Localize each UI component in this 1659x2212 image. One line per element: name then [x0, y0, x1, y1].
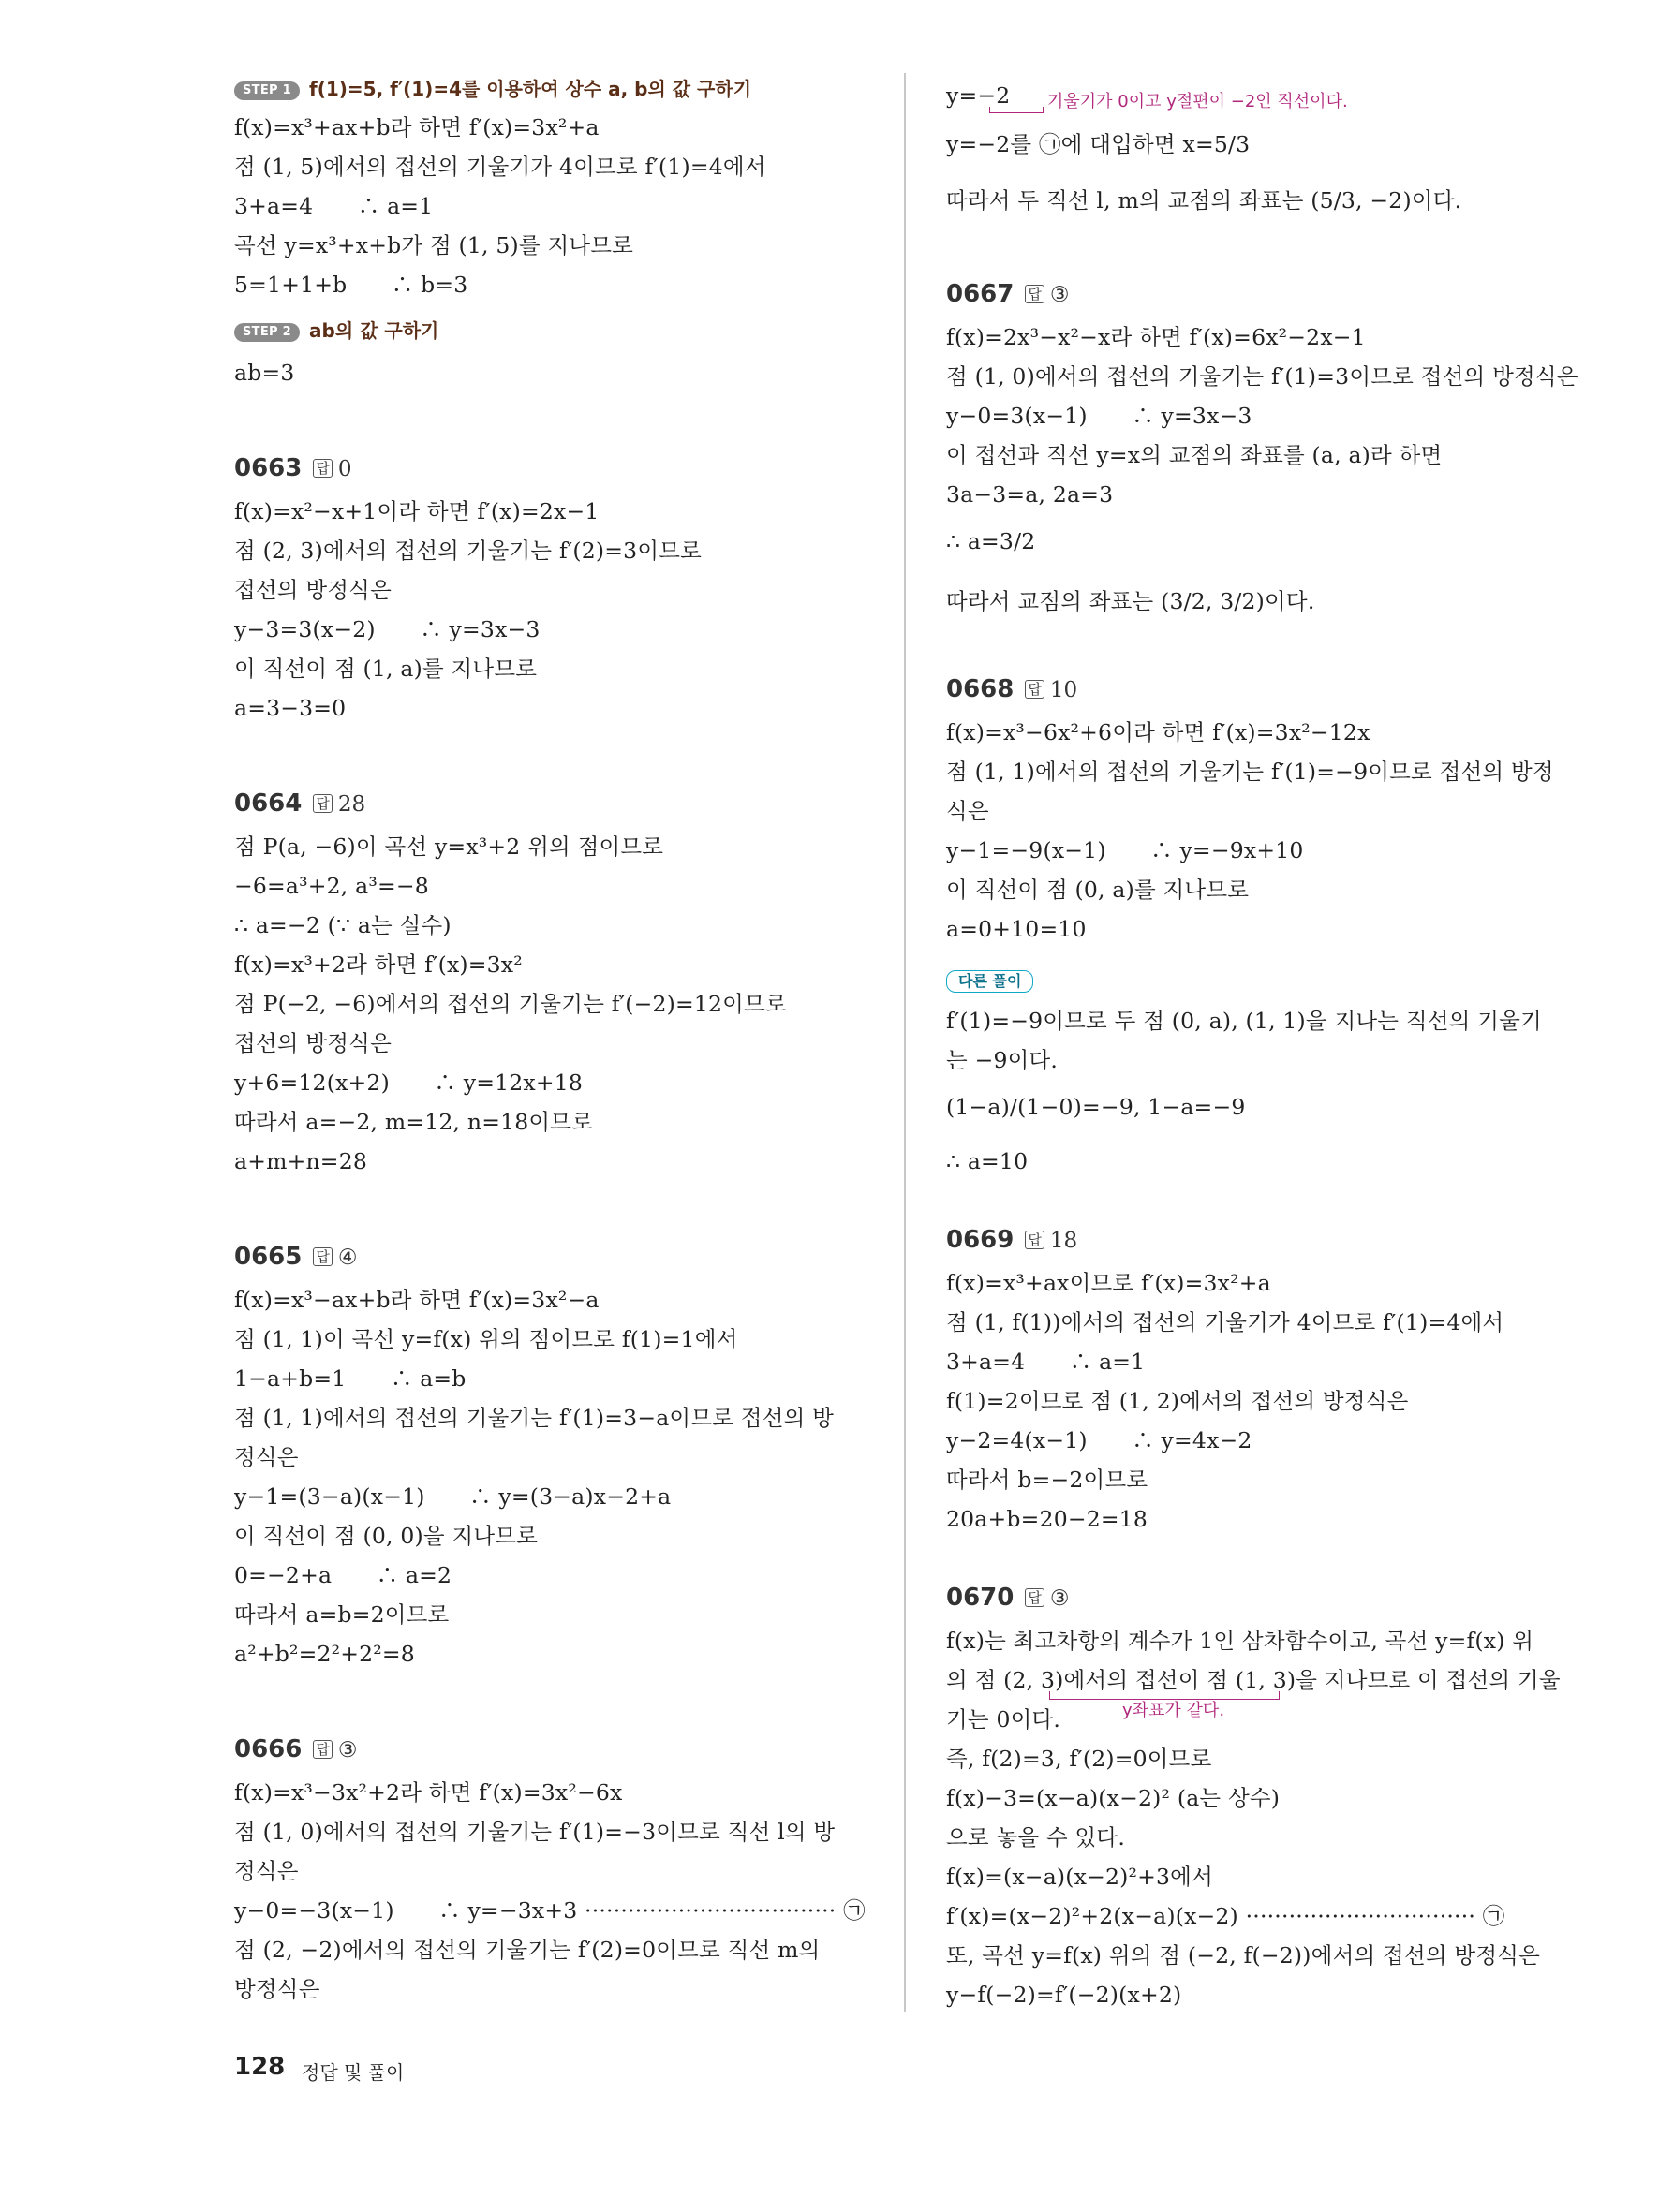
continued-line: 따라서 두 직선 l, m의 교점의 좌표는 (5/3, −2)이다.	[946, 187, 1462, 214]
solution-line: −6=a³+2, a³=−8	[234, 873, 429, 899]
answer-badge: 답	[1025, 1588, 1044, 1607]
step1-heading	[234, 75, 751, 103]
solution-line: ∴ a=3/2	[946, 528, 1036, 554]
problem-number: 0667	[946, 280, 1015, 308]
solution-line: 점 (1, 1)에서의 접선의 기울기는 f′(1)=−9이므로 접선의 방정	[946, 759, 1554, 785]
page-number: 128	[234, 2053, 286, 2081]
solution-line: 정식은	[234, 1444, 299, 1470]
solution-line: 0=−2+a ∴ a=2	[234, 1562, 452, 1588]
solution-line: 으로 놓을 수 있다.	[946, 1824, 1125, 1851]
solution-line: 점 (1, f(1))에서의 접선의 기울기가 4이므로 f′(1)=4에서	[946, 1309, 1504, 1335]
answer-value: 28	[337, 792, 366, 817]
problem-0669-heading	[946, 1223, 1077, 1257]
solution-line: a=0+10=10	[946, 916, 1087, 942]
step1-line: 점 (1, 5)에서의 접선의 기울기가 4이므로 f′(1)=4에서	[234, 154, 766, 180]
step1-line: f(x)=x³+ax+b라 하면 f′(x)=3x²+a	[234, 114, 600, 140]
solution-line: 즉, f(2)=3, f′(2)=0이므로	[946, 1746, 1212, 1772]
solution-line: 기는 0이다.	[946, 1706, 1061, 1733]
problem-0667-heading	[946, 277, 1070, 311]
solution-line: f(1)=2이므로 점 (1, 2)에서의 접선의 방정식은	[946, 1388, 1409, 1414]
answer-value: ③	[1049, 283, 1070, 307]
solution-line: 방정식은	[234, 1976, 320, 2002]
solution-line: 점 (2, 3)에서의 접선의 기울기는 f′(2)=3이므로	[234, 538, 703, 564]
problem-number: 0664	[234, 789, 303, 818]
step2-text: ab의 값 구하기	[309, 319, 439, 342]
solution-line: f(x)=x³−6x²+6이라 하면 f′(x)=3x²−12x	[946, 719, 1370, 745]
problem-0665-heading	[234, 1240, 358, 1274]
solution-line: 의 점 (2, 3)에서의 접선이 점 (1, 3)을 지나므로 이 접선의 기울	[946, 1667, 1561, 1693]
solution-line: f′(x)=(x−2)²+2(x−a)(x−2) ································ ㉠	[946, 1903, 1505, 1929]
solution-line: y−1=(3−a)(x−1) ∴ y=(3−a)x−2+a	[234, 1483, 672, 1510]
alt-solution-line: f′(1)=−9이므로 두 점 (0, a), (1, 1)을 지나는 직선의 기울기	[946, 1008, 1542, 1034]
answer-badge: 답	[1025, 285, 1044, 303]
solution-line: f(x)=(x−a)(x−2)²+3에서	[946, 1864, 1213, 1890]
answer-badge: 답	[313, 1740, 333, 1759]
answer-badge: 답	[313, 459, 333, 478]
solution-line: f(x)=x³+2라 하면 f′(x)=3x²	[234, 951, 523, 978]
step1-line: 5=1+1+b ∴ b=3	[234, 272, 468, 298]
answer-value: ③	[1049, 1586, 1070, 1611]
answer-value: ④	[337, 1246, 358, 1270]
solution-line: f(x)는 최고차항의 계수가 1인 삼차함수이고, 곡선 y=f(x) 위	[946, 1628, 1534, 1654]
problem-0670-heading	[946, 1581, 1070, 1615]
solution-line: y−2=4(x−1) ∴ y=4x−2	[946, 1427, 1252, 1453]
answer-value: 0	[337, 457, 352, 481]
answer-value: 18	[1049, 1229, 1078, 1253]
problem-number: 0670	[946, 1584, 1015, 1612]
problem-0668-heading	[946, 672, 1077, 706]
annotation-note: y좌표가 같다.	[1122, 1701, 1225, 1720]
solution-line: ∴ a=−2 (∵ a는 실수)	[234, 912, 452, 938]
solution-line: y−0=−3(x−1) ∴ y=−3x+3 ··································· ㉠	[234, 1897, 866, 1924]
answer-badge: 답	[1025, 680, 1044, 699]
answer-badge: 답	[313, 794, 333, 813]
problem-0666-heading	[234, 1733, 358, 1766]
problem-number: 0666	[234, 1735, 303, 1763]
solution-line: 3a−3=a, 2a=3	[946, 481, 1114, 508]
solution-line: f(x)=x³−3x²+2라 하면 f′(x)=3x²−6x	[234, 1779, 623, 1806]
step1-text: f(1)=5, f′(1)=4를 이용하여 상수 a, b의 값 구하기	[309, 78, 752, 100]
problem-0663-heading	[234, 451, 352, 485]
solution-line: 점 (1, 1)에서의 접선의 기울기는 f′(1)=3−a이므로 접선의 방	[234, 1405, 835, 1431]
solution-line: 정식은	[234, 1858, 299, 1884]
solution-line: 점 (2, −2)에서의 접선의 기울기는 f′(2)=0이므로 직선 m의	[234, 1937, 821, 1963]
solution-line: 접선의 방정식은	[234, 1030, 392, 1056]
continued-line: y=−2	[946, 82, 1011, 109]
step1-line: 곡선 y=x³+x+b가 점 (1, 5)를 지나므로	[234, 232, 634, 258]
annotation-bracket	[989, 107, 1044, 113]
solution-line: a+m+n=28	[234, 1148, 368, 1174]
alt-solution-line: (1−a)/(1−0)=−9, 1−a=−9	[946, 1094, 1246, 1120]
solution-line: 이 접선과 직선 y=x의 교점의 좌표를 (a, a)라 하면	[946, 442, 1443, 468]
continued-line: y=−2를 ㉠에 대입하면 x=5/3	[946, 131, 1251, 157]
solution-line: y−0=3(x−1) ∴ y=3x−3	[946, 403, 1252, 429]
solution-line: y+6=12(x+2) ∴ y=12x+18	[234, 1069, 584, 1096]
solution-line: 또, 곡선 y=f(x) 위의 점 (−2, f(−2))에서의 접선의 방정식은	[946, 1942, 1541, 1969]
annotation-note: 기울기가 0이고 y절편이 −2인 직선이다.	[1047, 92, 1348, 111]
step2-line: ab=3	[234, 360, 295, 386]
footer-title: 정답 및 풀이	[302, 2061, 405, 2084]
problem-number: 0668	[946, 675, 1015, 703]
solution-line: 따라서 a=−2, m=12, n=18이므로	[234, 1109, 594, 1135]
solution-line: 점 (1, 1)이 곡선 y=f(x) 위의 점이므로 f(1)=1에서	[234, 1326, 738, 1352]
solution-line: f(x)=x³+ax이므로 f′(x)=3x²+a	[946, 1270, 1271, 1296]
solution-line: y−1=−9(x−1) ∴ y=−9x+10	[946, 837, 1304, 863]
solution-line: f(x)=x³−ax+b라 하면 f′(x)=3x²−a	[234, 1287, 600, 1313]
solution-line: 3+a=4 ∴ a=1	[946, 1349, 1146, 1375]
solution-line: y−3=3(x−2) ∴ y=3x−3	[234, 616, 541, 642]
answer-value: ③	[337, 1738, 358, 1762]
solution-line: 점 P(a, −6)이 곡선 y=x³+2 위의 점이므로	[234, 833, 664, 860]
problem-number: 0663	[234, 454, 303, 482]
problem-number: 0669	[946, 1226, 1015, 1254]
solution-line: 이 직선이 점 (0, 0)을 지나므로	[234, 1523, 539, 1549]
alt-solution-label: 다른 풀이	[946, 970, 1033, 993]
step2-heading	[234, 317, 438, 345]
step1-badge: STEP 1	[234, 81, 300, 100]
answer-value: 10	[1049, 678, 1078, 702]
solution-line: y−f(−2)=f′(−2)(x+2)	[946, 1982, 1182, 2008]
solution-line: 이 직선이 점 (0, a)를 지나므로	[946, 877, 1250, 903]
solution-line: a²+b²=2²+2²=8	[234, 1641, 415, 1667]
alt-solution-line: ∴ a=10	[946, 1148, 1029, 1174]
step1-line: 3+a=4 ∴ a=1	[234, 193, 434, 219]
answer-badge: 답	[1025, 1231, 1044, 1249]
problem-number: 0665	[234, 1243, 303, 1271]
problem-0664-heading	[234, 787, 365, 820]
solution-line: 식은	[946, 798, 989, 824]
solution-line: f(x)=2x³−x²−x라 하면 f′(x)=6x²−2x−1	[946, 324, 1366, 350]
solution-line: a=3−3=0	[234, 695, 347, 721]
solution-line: 점 (1, 0)에서의 접선의 기울기는 f′(1)=−3이므로 직선 l의 방	[234, 1819, 836, 1845]
solution-line: f(x)−3=(x−a)(x−2)² (a는 상수)	[946, 1785, 1281, 1811]
solution-line: 접선의 방정식은	[234, 577, 392, 603]
solution-line: 1−a+b=1 ∴ a=b	[234, 1365, 467, 1392]
step2-badge: STEP 2	[234, 323, 300, 342]
alt-solution-line: 는 −9이다.	[946, 1047, 1059, 1073]
solution-line: 따라서 교점의 좌표는 (3/2, 3/2)이다.	[946, 588, 1315, 614]
solution-line: 20a+b=20−2=18	[946, 1506, 1148, 1532]
answer-badge: 답	[313, 1247, 333, 1266]
solution-line: 따라서 a=b=2이므로	[234, 1601, 450, 1628]
solution-line: 점 P(−2, −6)에서의 접선의 기울기는 f′(−2)=12이므로	[234, 991, 787, 1017]
solution-line: f(x)=x²−x+1이라 하면 f′(x)=2x−1	[234, 498, 600, 524]
solution-line: 이 직선이 점 (1, a)를 지나므로	[234, 656, 538, 682]
solution-line: 따라서 b=−2이므로	[946, 1467, 1148, 1493]
column-divider	[904, 73, 906, 2012]
solution-line: 점 (1, 0)에서의 접선의 기울기는 f′(1)=3이므로 접선의 방정식은	[946, 363, 1578, 390]
